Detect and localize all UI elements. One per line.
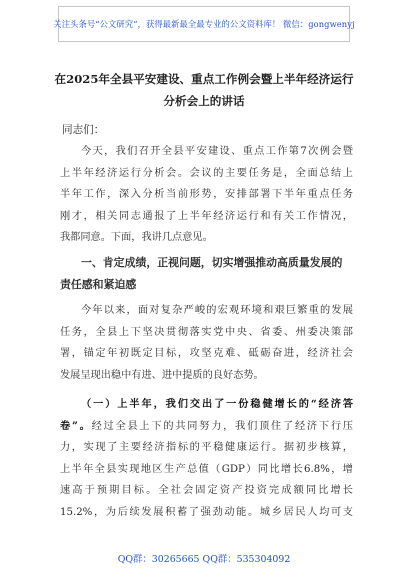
- paragraph-2-line: 今年以来，面对复杂严峻的宏观环境和艰巨繁重的发展: [81, 305, 353, 316]
- subsection-1: [60, 394, 353, 523]
- subsection-1-heading-text: （一）上半年，我们交出了一份稳健增长的“经济答: [81, 398, 353, 410]
- intro-line: 半年工作，深入分析当前形势，安排部署下半年重点任务: [60, 189, 353, 200]
- document-title-line-1: 在2025年全县平安建设、重点工作例会暨上半年经济运行: [54, 72, 354, 86]
- section-1-heading-line: 责任感和紧迫感: [60, 278, 137, 291]
- subsection-1-line: 15.2%，为后续发展积蓄了强劲动能。城乡居民人均可支: [60, 506, 353, 518]
- paragraph-2: [60, 300, 353, 386]
- intro-line: 刚才，相关同志通报了上半年经济运行和有关工作情况，: [60, 210, 353, 222]
- salutation: 同志们：: [62, 124, 105, 136]
- intro-line: 今天，我们召开全县平安建设、重点工作第7次例会暨: [81, 146, 353, 157]
- paragraph-2-line: 任务，全县上下坚决贯彻落实党中央、省委、州委决策部: [60, 326, 353, 338]
- section-1-heading: [60, 252, 353, 296]
- section-1-heading-line: 一、肯定成绩，正视问题，切实增强推动高质量发展的: [81, 256, 343, 269]
- footer-contact: QQ群：30265665 QQ群：535304092: [117, 554, 291, 565]
- subsection-1-heading: [60, 394, 353, 416]
- intro-line: 上半年经济运行分析会。会议的主要任务是，全面总结上: [60, 167, 353, 179]
- intro-paragraph: [60, 141, 353, 249]
- subsection-1-first-text: 经过全县上下的共同努力，我们顶住了经济下行压: [91, 420, 353, 432]
- paragraph-2-line: 发展呈现出稳中有进、进中提质的良好态势。: [60, 369, 264, 381]
- subsection-1-line: 上半年全县实现地区生产总值（GDP）同比增长6.8%，增: [60, 463, 353, 475]
- promo-banner: [53, 6, 355, 42]
- paragraph-2-line: 署，锚定年初既定目标，攻坚克难、砥砺奋进，经济社会: [60, 348, 353, 359]
- subsection-1-line: 力，实现了主要经济指标的平稳健康运行。据初步核算，: [60, 442, 353, 453]
- document-title-line-2: 分析会上的讲话: [163, 94, 245, 108]
- subsection-1-heading-cont: 卷”。: [60, 419, 92, 432]
- intro-line: 我都同意。下面，我讲几点意见。: [60, 232, 213, 243]
- promo-banner-text: 关注头条号“公文研究”，获得最新最全最专业的公文资料库！ 微信：gongwenyj: [53, 19, 355, 29]
- subsection-1-line: [60, 416, 353, 438]
- subsection-1-line: 速高于预期目标。全社会固定资产投资完成额同比增长: [60, 485, 353, 496]
